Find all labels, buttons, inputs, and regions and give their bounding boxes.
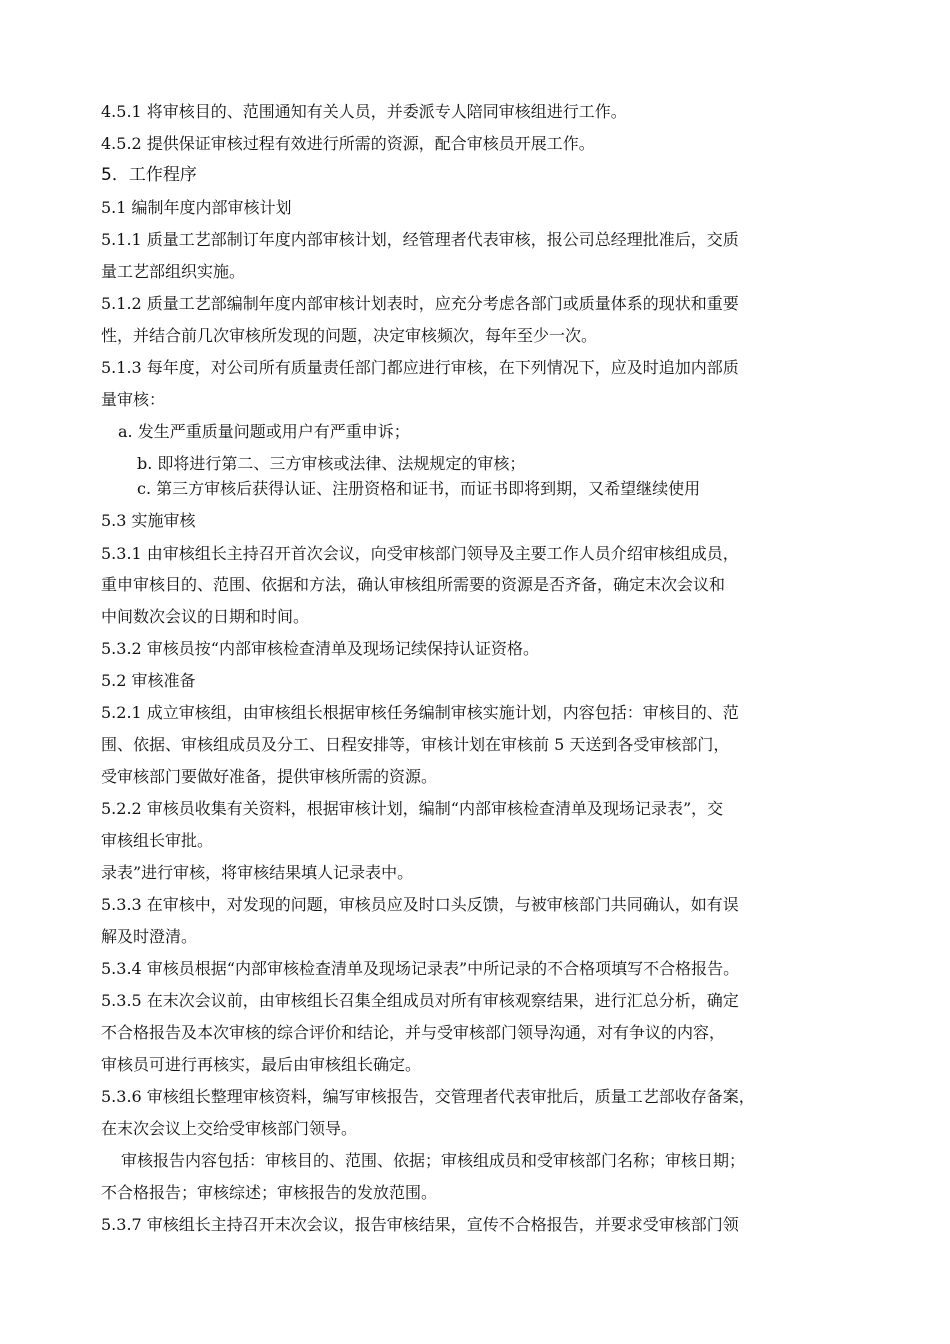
subheading-5-2: 5.2 审核准备 [101,671,196,690]
para-5-2-2-line-2: 审核组长审批。 [101,831,214,850]
para-5-1-2-line-2: 性，并结合前几次审核所发现的问题，决定审核频次，每年至少一次。 [101,326,598,345]
para-5-3-3-line-2: 解及时澄清。 [101,927,198,946]
para-5-2-2-line-1: 5.2.2 审核员收集有关资料，根据审核计划，编制“内部审核检查清单及现场记录表”，交 [101,799,724,818]
para-5-2-1-line-1: 5.2.1 成立审核组，由审核组长根据审核任务编制审核实施计划，内容包括：审核目的、范 [101,703,739,722]
para-5-3-7-line-1: 5.3.7 审核组长主持召开末次会议，报告审核结果，宣传不合格报告，并要求受审核部门领 [101,1215,739,1234]
para-5-1-1-line-2: 量工艺部组织实施。 [101,262,246,281]
para-5-3-1-line-2: 重申审核目的、范围、依据和方法，确认审核组所需要的资源是否齐备，确定末次会议和 [101,575,726,594]
section-heading-5: 5．工作程序 [101,165,197,185]
para-fragment: 录表”进行审核，将审核结果填人记录表中。 [101,863,414,882]
subheading-5-1: 5.1 编制年度内部审核计划 [101,198,292,217]
para-5-1-1-line-1: 5.1.1 质量工艺部制订年度内部审核计划，经管理者代表审核，报公司总经理批准后，交质 [101,230,739,249]
para-5-1-3-line-1: 5.1.3 每年度，对公司所有质量责任部门都应进行审核，在下列情况下，应及时追加内部质 [101,358,739,377]
para-5-3-1-line-3: 中间数次会议的日期和时间。 [101,607,310,626]
para-5-3-5-line-1: 5.3.5 在末次会议前，由审核组长召集全组成员对所有审核观察结果，进行汇总分析，确定 [101,991,739,1010]
para-5-3-4: 5.3.4 审核员根据“内部审核检查清单及现场记录表”中所记录的不合格项填写不合格报告。 [101,959,740,978]
para-5-3-3-line-1: 5.3.3 在审核中，对发现的问题，审核员应及时口头反馈，与被审核部门共同确认，如有误 [101,895,739,914]
para-4-5-1: 4.5.1 将审核目的、范围通知有关人员，并委派专人陪同审核组进行工作。 [101,102,627,121]
para-5-2-1-line-3: 受审核部门要做好准备，提供审核所需的资源。 [101,767,438,786]
para-5-3-5-line-3: 审核员可进行再核实，最后由审核组长确定。 [101,1055,422,1074]
list-item-c: c. 第三方审核后获得认证、注册资格和证书，而证书即将到期，又希望继续使用 [137,479,701,498]
para-4-5-2: 4.5.2 提供保证审核过程有效进行所需的资源，配合审核员开展工作。 [101,134,595,153]
para-5-2-1-line-2: 围、依据、审核组成员及分工、日程安排等，审核计划在审核前 5 天送到各受审核部门， [101,735,730,754]
list-item-b: b. 即将进行第二、三方审核或法律、法规规定的审核； [137,454,526,473]
subheading-5-3: 5.3 实施审核 [101,511,196,530]
para-5-1-3-line-2: 量审核： [101,390,166,409]
list-item-a: a. 发生严重质量问题或用户有严重申诉； [118,422,410,441]
report-contents-line-1: 审核报告内容包括：审核目的、范围、依据；审核组成员和受审核部门名称；审核日期； [121,1151,746,1170]
para-5-3-5-line-2: 不合格报告及本次审核的综合评价和结论，并与受审核部门领导沟通，对有争议的内容， [101,1023,726,1042]
report-contents-line-2: 不合格报告；审核综述；审核报告的发放范围。 [101,1183,438,1202]
para-5-3-1-line-1: 5.3.1 由审核组长主持召开首次会议，向受审核部门领导及主要工作人员介绍审核组成员， [101,544,739,563]
para-5-3-6-line-1: 5.3.6 审核组长整理审核资料，编写审核报告，交管理者代表审批后，质量工艺部收存备案， [101,1087,755,1106]
para-5-1-2-line-1: 5.1.2 质量工艺部编制年度内部审核计划表时，应充分考虑各部门或质量体系的现状和重要 [101,294,739,313]
para-5-3-2: 5.3.2 审核员按“内部审核检查清单及现场记续保持认证资格。 [101,639,539,658]
para-5-3-6-line-2: 在末次会议上交给受审核部门领导。 [101,1119,358,1138]
